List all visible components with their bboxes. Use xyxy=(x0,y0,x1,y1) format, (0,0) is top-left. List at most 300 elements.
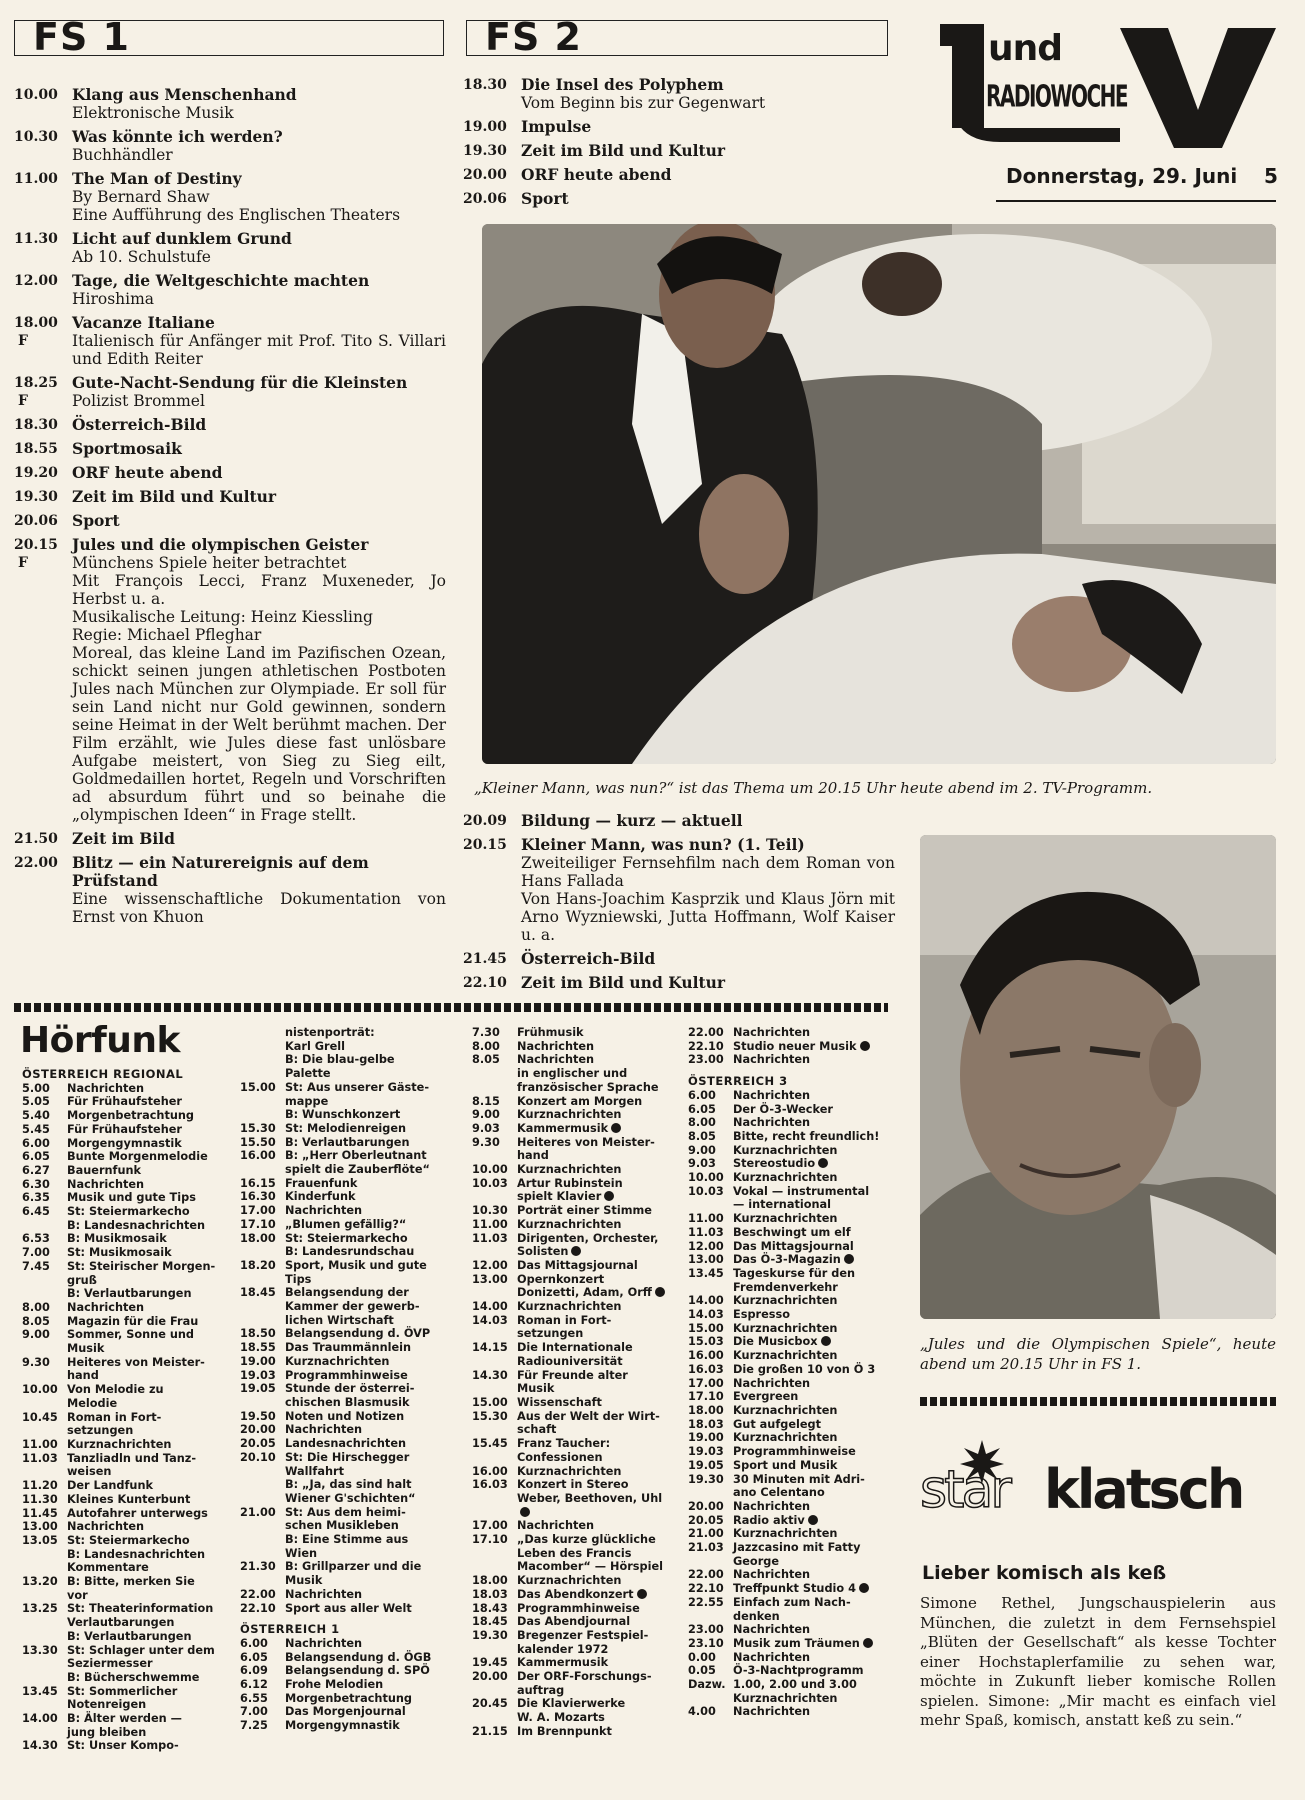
radio-title: Nachrichten xyxy=(733,1623,811,1637)
radio-time: 13.00 xyxy=(472,1272,508,1286)
stereo-dot-icon xyxy=(604,1191,614,1201)
radio-title: Beschwingt um elf xyxy=(733,1225,851,1239)
radio-item xyxy=(240,1149,450,1163)
radio-time: 15.03 xyxy=(688,1335,724,1349)
radio-title: Sport und Musik xyxy=(733,1458,838,1472)
radio-time: Dazw. xyxy=(688,1678,726,1692)
program-flag: F xyxy=(18,393,28,409)
program-title: Was könnte ich werden? xyxy=(72,127,283,146)
radio-title: Kurznachrichten xyxy=(67,1437,172,1451)
radio-title: Bauernfunk xyxy=(67,1163,142,1177)
radio-title: 30 Minuten mit Adri- xyxy=(733,1472,865,1486)
radio-title: Musik xyxy=(517,1382,555,1396)
program-time: 18.00 xyxy=(14,315,58,331)
radio-item xyxy=(22,1424,232,1438)
logo-radiowoche: RADIOWOCHE xyxy=(986,78,1128,114)
radio-title: Musik und gute Tips xyxy=(67,1191,196,1205)
program-item xyxy=(14,374,446,410)
radio-title: Kammer der gewerb- xyxy=(285,1300,420,1314)
radio-title: Das Mittagsjournal xyxy=(517,1258,638,1272)
radio-title: St: Steirischer Morgen- xyxy=(67,1259,216,1273)
program-item xyxy=(463,166,863,184)
radio-item xyxy=(688,1253,893,1267)
stereo-dot-icon xyxy=(808,1515,818,1525)
radio-title: „Das kurze glückliche xyxy=(517,1533,656,1547)
radio-item xyxy=(240,1478,450,1492)
radio-item xyxy=(240,1410,450,1424)
radio-title: Nachrichten xyxy=(733,1116,811,1130)
program-description: Italienisch für Anfänger mit Prof. Tito S. Villari und Edith Reiter xyxy=(72,332,446,368)
radio-title: ano Celentano xyxy=(733,1486,825,1500)
radio-item xyxy=(688,1473,893,1487)
radio-title: St: Steiermarkecho xyxy=(285,1231,408,1245)
radio-item xyxy=(688,1459,893,1473)
radio-time: 5.00 xyxy=(22,1081,50,1095)
radio-time: 21.30 xyxy=(240,1560,276,1574)
radio-item xyxy=(688,1281,893,1295)
radio-title: Landesnachrichten xyxy=(285,1437,407,1451)
radio-item xyxy=(688,1610,893,1624)
radio-time: 19.00 xyxy=(688,1431,724,1445)
radio-item xyxy=(240,1190,450,1204)
radio-time: 10.00 xyxy=(22,1383,58,1397)
radio-time: 20.00 xyxy=(240,1423,276,1437)
radio-time: 8.15 xyxy=(472,1094,500,1108)
radio-time: 14.15 xyxy=(472,1341,508,1355)
stereo-dot-icon xyxy=(655,1287,665,1297)
stereo-dot-icon xyxy=(844,1254,854,1264)
radio-item xyxy=(240,1163,450,1177)
radio-item xyxy=(240,1327,450,1341)
radio-title: setzungen xyxy=(67,1424,134,1438)
program-title: Blitz — ein Naturereignis auf dem Prüfstand xyxy=(72,853,369,890)
radio-item xyxy=(472,1670,677,1684)
radio-title: Morgenbetrachtung xyxy=(285,1691,413,1705)
program-time: 10.30 xyxy=(14,129,58,145)
radio-item xyxy=(22,1507,232,1521)
radio-title: in englischer und xyxy=(517,1067,628,1081)
program-title: Zeit im Bild und Kultur xyxy=(521,973,726,992)
starklatsch-divider xyxy=(920,1397,1276,1406)
radio-item xyxy=(688,1568,893,1582)
radio-title: Espresso xyxy=(733,1308,790,1322)
radio-item xyxy=(472,1355,677,1369)
radio-time: 9.03 xyxy=(472,1121,500,1135)
radio-time: 16.00 xyxy=(472,1464,508,1478)
radio-item xyxy=(688,1705,893,1719)
radio-item xyxy=(472,1273,677,1287)
radio-item xyxy=(240,1081,450,1095)
radio-item xyxy=(22,1301,232,1315)
radio-title: Kurznachrichten xyxy=(517,1300,622,1314)
program-title: Zeit im Bild und Kultur xyxy=(521,141,726,160)
radio-time: 6.05 xyxy=(240,1650,268,1664)
radio-item xyxy=(240,1341,450,1355)
radio-time: 21.00 xyxy=(688,1527,724,1541)
radio-item xyxy=(240,1382,450,1396)
radio-item xyxy=(22,1452,232,1466)
program-description: Buchhändler xyxy=(72,146,173,164)
radio-item xyxy=(22,1369,232,1383)
radio-item xyxy=(472,1149,677,1163)
radio-title: Stunde der österrei- xyxy=(285,1382,415,1396)
radio-item xyxy=(688,1596,893,1610)
program-description: By Bernard Shaw xyxy=(72,188,210,206)
radio-time: 17.00 xyxy=(472,1519,508,1533)
radio-title: Leben des Francis xyxy=(517,1546,632,1560)
radio-time: 11.00 xyxy=(472,1217,508,1231)
radio-time: 21.15 xyxy=(472,1724,508,1738)
radio-time: 9.00 xyxy=(472,1108,500,1122)
radio-title: Nachrichten xyxy=(67,1081,145,1095)
radio-item xyxy=(472,1574,677,1588)
horfunk-title: Hörfunk xyxy=(20,1020,180,1061)
radio-item xyxy=(22,1095,232,1109)
radio-item xyxy=(22,1150,232,1164)
radio-item xyxy=(22,1644,232,1658)
radio-item xyxy=(22,1246,232,1260)
program-description: Polizist Brommel xyxy=(72,392,205,410)
radio-item xyxy=(22,1520,232,1534)
radio-title: Notenreigen xyxy=(67,1698,147,1712)
radio-time: 6.35 xyxy=(22,1191,50,1205)
program-item xyxy=(14,86,446,122)
radio-time: 22.55 xyxy=(688,1595,724,1609)
radio-time: 22.00 xyxy=(688,1026,724,1039)
radio-item xyxy=(472,1108,677,1122)
radio-title: B: Bücherschwemme xyxy=(67,1670,200,1684)
radio-item xyxy=(240,1637,450,1651)
radio-item xyxy=(688,1377,893,1391)
radio-title: Confessionen xyxy=(517,1450,603,1464)
radio-time: 17.00 xyxy=(240,1204,276,1218)
radio-item xyxy=(22,1274,232,1288)
radio-title: Opernkonzert xyxy=(517,1272,605,1286)
radio-item xyxy=(472,1341,677,1355)
radio-time: 11.00 xyxy=(22,1437,58,1451)
fs1-label: FS 1 xyxy=(33,15,130,59)
program-description: Von Hans-Joachim Kasprzik und Klaus Jörn mit Arno Wyzniewski, Jutta Hoffmann, Wolf Kaiser u. a. xyxy=(521,890,895,944)
radio-title: Das Ö-3-Magazin xyxy=(733,1253,841,1267)
stereo-dot-icon xyxy=(818,1158,828,1168)
program-description: Regie: Michael Pfleghar xyxy=(72,626,262,644)
radio-time: 8.05 xyxy=(472,1053,500,1067)
program-time: 12.00 xyxy=(14,273,58,289)
program-item xyxy=(14,830,446,848)
radio-item xyxy=(472,1588,677,1602)
radio-title: Programmhinweise xyxy=(517,1601,640,1615)
radio-title: Belangsendung der xyxy=(285,1286,409,1300)
radio-time: 8.05 xyxy=(688,1129,716,1143)
radio-title: Kurznachrichten xyxy=(733,1431,838,1445)
radio-time: 7.45 xyxy=(22,1259,50,1273)
program-title: Klang aus Menschenhand xyxy=(72,85,297,104)
radio-title: denken xyxy=(733,1609,780,1623)
radio-item xyxy=(472,1218,677,1232)
radio-item xyxy=(688,1308,893,1322)
program-time: 20.09 xyxy=(463,813,507,829)
radio-title: Artur Rubinstein xyxy=(517,1176,623,1190)
radio-time: 8.05 xyxy=(22,1314,50,1328)
radio-item xyxy=(688,1431,893,1445)
program-time: 18.55 xyxy=(14,441,58,457)
radio-title: B: Landesrundschau xyxy=(285,1245,415,1259)
program-time: 18.30 xyxy=(463,77,507,93)
radio-item xyxy=(472,1560,677,1574)
radio-title: B: Älter werden — xyxy=(67,1712,182,1726)
radio-item xyxy=(472,1519,677,1533)
radio-item xyxy=(22,1383,232,1397)
radio-item xyxy=(472,1506,677,1520)
stereo-dot-icon xyxy=(637,1589,647,1599)
radio-title: B: Musikmosaik xyxy=(67,1232,167,1246)
radio-item xyxy=(688,1692,893,1706)
radio-time: 11.00 xyxy=(688,1212,724,1226)
radio-item xyxy=(240,1300,450,1314)
radio-item xyxy=(240,1067,450,1081)
radio-title: B: „Ja, das sind halt xyxy=(285,1478,412,1492)
program-time: 10.00 xyxy=(14,87,58,103)
radio-item xyxy=(22,1397,232,1411)
radio-time: 6.05 xyxy=(22,1150,50,1164)
radio-time: 22.00 xyxy=(688,1568,724,1582)
program-title: Kleiner Mann, was nun? (1. Teil) xyxy=(521,835,805,854)
radio-item xyxy=(22,1342,232,1356)
program-description: Vom Beginn bis zur Gegenwart xyxy=(521,94,766,112)
radio-title: St: Unser Kompo- xyxy=(67,1739,179,1753)
radio-item xyxy=(240,1122,450,1136)
radio-time: 6.00 xyxy=(22,1136,50,1150)
program-title: Sport xyxy=(72,511,120,530)
radio-title: Einfach zum Nach- xyxy=(733,1595,851,1609)
radio-title: Ö-3-Nachtprogramm xyxy=(733,1664,864,1678)
photo-jules-image xyxy=(920,835,1276,1319)
radio-title: französischer Sprache xyxy=(517,1080,659,1094)
radio-time: 10.30 xyxy=(472,1204,508,1218)
radio-item xyxy=(472,1465,677,1479)
radio-time: 19.50 xyxy=(240,1409,276,1423)
radio-item xyxy=(240,1437,450,1451)
program-title: Vacanze Italiane xyxy=(72,313,215,332)
radio-station-heading: ÖSTERREICH 3 xyxy=(688,1074,788,1089)
horfunk-column-2 xyxy=(240,1026,450,1733)
radio-title: Karl Grell xyxy=(285,1039,346,1053)
program-title: Zeit im Bild und Kultur xyxy=(72,487,277,506)
radio-title: B: Landesnachrichten xyxy=(67,1218,206,1232)
radio-time: 16.00 xyxy=(240,1149,276,1163)
radio-title: Wiener G'schichten“ xyxy=(285,1491,416,1505)
radio-title: Roman in Fort- xyxy=(67,1410,162,1424)
radio-item xyxy=(240,1369,450,1383)
program-item xyxy=(463,118,863,136)
radio-item xyxy=(688,1678,893,1692)
radio-time: 6.30 xyxy=(22,1177,50,1191)
radio-item xyxy=(22,1356,232,1370)
radio-title: Wissenschaft xyxy=(517,1395,602,1409)
radio-time: 14.00 xyxy=(688,1294,724,1308)
radio-time: 17.10 xyxy=(472,1533,508,1547)
radio-title: B: Verlautbarungen xyxy=(67,1629,192,1643)
radio-title: Kurznachrichten xyxy=(733,1294,838,1308)
radio-item xyxy=(688,1363,893,1377)
program-time: 19.30 xyxy=(14,489,58,505)
radio-title: Für Frühaufsteher xyxy=(67,1122,182,1136)
radio-title: Nachrichten xyxy=(285,1423,363,1437)
radio-title: schen Musikleben xyxy=(285,1519,399,1533)
radio-title: Kurznachrichten xyxy=(285,1354,390,1368)
radio-title: Roman in Fort- xyxy=(517,1313,612,1327)
radio-item xyxy=(472,1410,677,1424)
radio-item xyxy=(22,1575,232,1589)
radio-time: 16.03 xyxy=(472,1478,508,1492)
radio-title: St: Aus dem heimi- xyxy=(285,1505,406,1519)
radio-time: 21.00 xyxy=(240,1505,276,1519)
program-title: Zeit im Bild xyxy=(72,829,176,848)
radio-item xyxy=(472,1136,677,1150)
radio-item xyxy=(688,1157,893,1171)
radio-item xyxy=(22,1602,232,1616)
radio-title: Das Abendjournal xyxy=(517,1615,631,1629)
program-time: 11.00 xyxy=(14,171,58,187)
radio-item xyxy=(240,1108,450,1122)
radio-item xyxy=(240,1664,450,1678)
radio-item xyxy=(688,1637,893,1651)
radio-title: Bitte, recht freundlich! xyxy=(733,1129,880,1143)
radio-title: Radio aktiv xyxy=(733,1513,805,1527)
radio-title: Melodie xyxy=(67,1396,118,1410)
radio-time: 19.03 xyxy=(688,1445,724,1459)
radio-title: St: Steiermarkecho xyxy=(67,1533,190,1547)
radio-title: Donizetti, Adam, Orff xyxy=(517,1286,652,1300)
radio-item xyxy=(472,1327,677,1341)
radio-title: Heiteres von Meister- xyxy=(67,1355,205,1369)
stereo-dot-icon xyxy=(571,1246,581,1256)
radio-time: 5.45 xyxy=(22,1122,50,1136)
radio-item xyxy=(688,1322,893,1336)
radio-title: Tips xyxy=(285,1272,312,1286)
radio-title: Tageskurse für den xyxy=(733,1266,856,1280)
radio-title: Belangsendung d. ÖVP xyxy=(285,1327,431,1341)
radio-time: 6.00 xyxy=(688,1088,716,1102)
issue-date: Donnerstag, 29. Juni xyxy=(1006,164,1238,188)
radio-item xyxy=(22,1561,232,1575)
radio-title: Die großen 10 von Ö 3 xyxy=(733,1362,876,1376)
stereo-dot-icon xyxy=(821,1336,831,1346)
radio-time: 15.00 xyxy=(688,1321,724,1335)
stereo-dot-icon xyxy=(611,1123,621,1133)
radio-title: Morgenbetrachtung xyxy=(67,1109,195,1123)
radio-time: 19.30 xyxy=(688,1472,724,1486)
radio-title: St: Die Hirschegger xyxy=(285,1450,410,1464)
radio-title: B: Wunschkonzert xyxy=(285,1108,401,1122)
starklatsch-body: Simone Rethel, Jungschauspielerin aus München, die zuletzt in dem Fernsehspiel „Blüten der Gesellschaft“ als kesse Tochter einer Hochstaplerfamilie zu sehen war, möchte in Zukunft lieber komische Rollen spielen. Simone: „Mir macht es einfach viel mehr Spaß, komisch, anstatt keß zu sein.“ xyxy=(920,1594,1276,1729)
radio-title: B: Bitte, merken Sie xyxy=(67,1575,195,1589)
radio-title: St: Steiermarkecho xyxy=(67,1205,190,1219)
fs2-listings-bottom xyxy=(463,812,895,998)
radio-title: Das Morgenjournal xyxy=(285,1705,406,1719)
radio-item xyxy=(472,1437,677,1451)
radio-item xyxy=(240,1492,450,1506)
radio-title: 1.00, 2.00 und 3.00 xyxy=(733,1678,857,1692)
program-title: Impulse xyxy=(521,117,592,136)
radio-title: chischen Blasmusik xyxy=(285,1395,410,1409)
radio-time: 9.00 xyxy=(22,1328,50,1342)
radio-time: 16.00 xyxy=(688,1349,724,1363)
fs1-listings xyxy=(14,86,446,932)
radio-item xyxy=(472,1478,677,1492)
radio-title: Verlautbarungen xyxy=(67,1616,175,1630)
radio-title: Nachrichten xyxy=(285,1636,363,1650)
radio-time: 0.00 xyxy=(688,1650,716,1664)
radio-item xyxy=(472,1423,677,1437)
horfunk-column-1 xyxy=(22,1060,232,1753)
radio-title: Porträt einer Stimme xyxy=(517,1204,652,1218)
radio-title: Nachrichten xyxy=(733,1705,811,1719)
radio-item xyxy=(240,1678,450,1692)
radio-time: 11.45 xyxy=(22,1506,58,1520)
radio-title: Wien xyxy=(285,1546,318,1560)
radio-time: 8.00 xyxy=(472,1039,500,1053)
program-description: Eine Aufführung des Englischen Theaters xyxy=(72,206,401,224)
radio-time: 13.25 xyxy=(22,1602,58,1616)
program-time: 20.06 xyxy=(14,513,58,529)
program-item xyxy=(14,464,446,482)
program-title: Österreich-Bild xyxy=(72,415,207,434)
radio-title: Die Klavierwerke xyxy=(517,1697,626,1711)
program-item xyxy=(463,190,863,208)
radio-title: B: „Herr Oberleutnant xyxy=(285,1149,427,1163)
radio-item xyxy=(688,1130,893,1144)
radio-title: Fremdenverkehr xyxy=(733,1280,838,1294)
radio-time: 13.30 xyxy=(22,1643,58,1657)
radio-item xyxy=(472,1711,677,1725)
radio-item xyxy=(22,1698,232,1712)
radio-time: 6.55 xyxy=(240,1691,268,1705)
horfunk-column-4 xyxy=(688,1026,893,1719)
radio-time: 20.05 xyxy=(240,1437,276,1451)
radio-title: weisen xyxy=(67,1465,112,1479)
radio-time: 10.00 xyxy=(472,1163,508,1177)
radio-item xyxy=(22,1109,232,1123)
radio-title: Solisten xyxy=(517,1245,569,1259)
radio-title: Nachrichten xyxy=(733,1376,811,1390)
radio-title: Kurznachrichten xyxy=(733,1691,838,1705)
radio-time: 17.00 xyxy=(688,1376,724,1390)
radio-title: Nachrichten xyxy=(67,1300,145,1314)
radio-item xyxy=(472,1615,677,1629)
radio-time: 7.00 xyxy=(240,1705,268,1719)
program-item xyxy=(14,128,446,164)
stereo-dot-icon xyxy=(520,1507,530,1517)
radio-title: Franz Taucher: xyxy=(517,1437,611,1451)
radio-time: 19.30 xyxy=(472,1628,508,1642)
photo-jules-caption: „Jules und die Olympischen Spiele“, heute abend um 20.15 Uhr in FS 1. xyxy=(920,1335,1276,1373)
radio-title: Der Landfunk xyxy=(67,1479,154,1493)
radio-station-heading: ÖSTERREICH 1 xyxy=(240,1622,340,1637)
radio-item xyxy=(688,1240,893,1254)
radio-item xyxy=(240,1355,450,1369)
radio-title: Die Musicbox xyxy=(733,1335,818,1349)
radio-time: 9.30 xyxy=(472,1135,500,1149)
radio-title: vor xyxy=(67,1588,88,1602)
radio-item xyxy=(472,1643,677,1657)
radio-item xyxy=(240,1273,450,1287)
radio-item xyxy=(472,1314,677,1328)
radio-time: 6.00 xyxy=(240,1636,268,1650)
program-description: Ab 10. Schulstufe xyxy=(72,248,211,266)
radio-time: 18.45 xyxy=(240,1286,276,1300)
program-item xyxy=(463,974,895,992)
